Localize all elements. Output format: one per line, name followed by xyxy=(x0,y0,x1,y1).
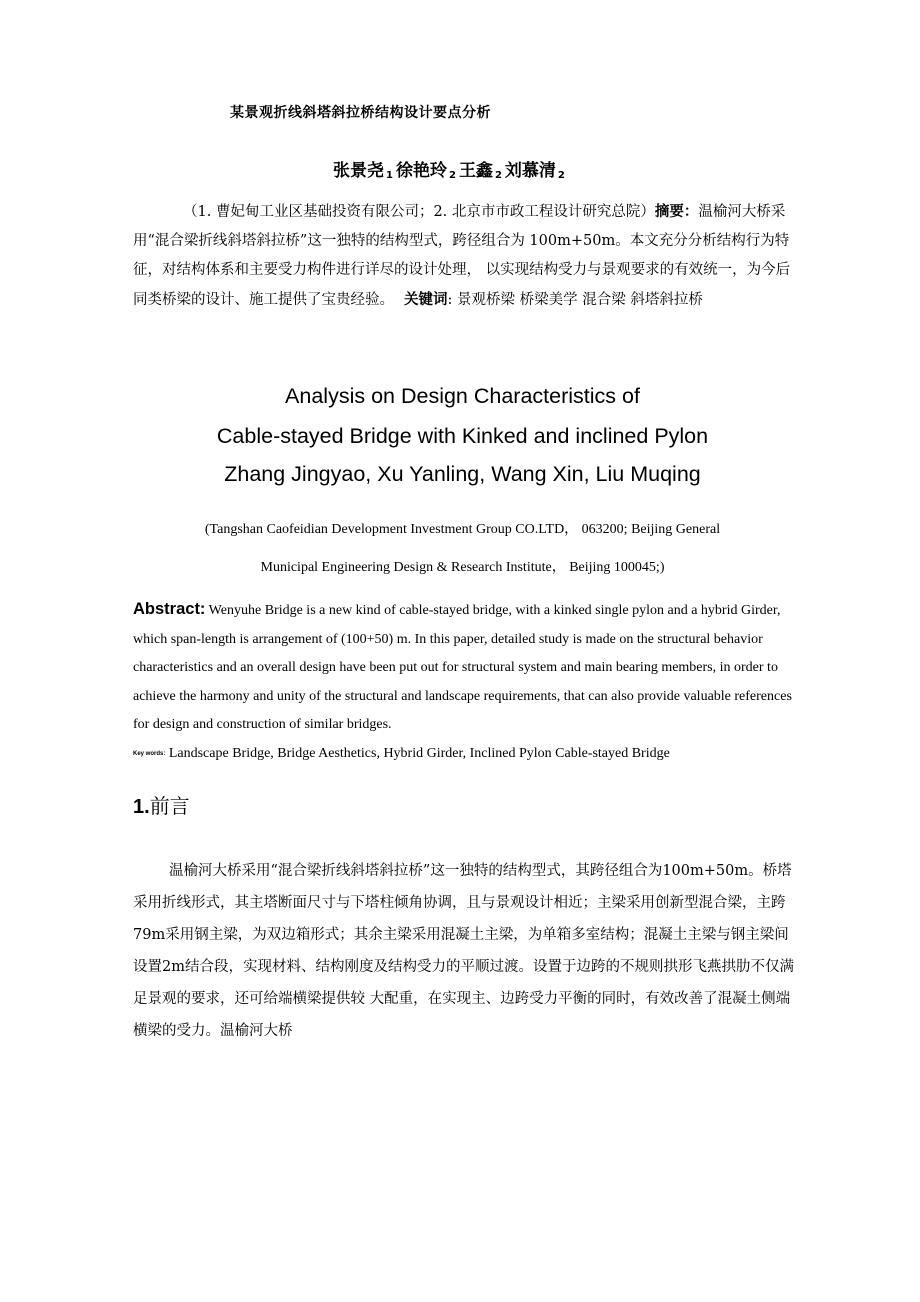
section-title: 前言 xyxy=(149,794,190,818)
author-affil-index: 1 xyxy=(386,170,393,181)
author-affil-index: 2 xyxy=(557,170,565,181)
abstract-cn-text: 温榆河大桥采用“混合梁折线斜塔斜拉桥”这一独特的结构型式，跨径组合为 100m+50m。本文充分分析结构行为特征，对结构体系和主要受力构件进行详尽的设计处理， 以实现结构受力与景观要求的有效统一，为今后同类桥梁的设计、施工提供了宝贵经验。 xyxy=(133,204,791,308)
abstract-en-text: Wenyuhe Bridge is a new kind of cable-stayed bridge, with a kinked single pylon and a hybrid Girder, which span-length is arrangement of (100+50) m. In this paper, detailed study is made on the structural behavior characteristics and an overall design have been put out for structural system and main bearing members, in order to achieve the harmony and unity of the structural and landscape requirements, that can also provide valuable references for design and construction of similar bridges. xyxy=(133,603,792,732)
keywords-cn-text: : 景观桥梁 桥梁美学 混合梁 斜塔斜拉桥 xyxy=(447,292,703,308)
keywords-en-label: Key words: xyxy=(133,750,166,757)
author-affil-index: 2 xyxy=(448,170,456,181)
author-affil-index: 2 xyxy=(494,170,502,181)
title-cn: 某景观折线斜塔斜拉桥结构设计要点分析 xyxy=(230,105,491,121)
section-number: 1. xyxy=(133,796,150,818)
title-en-line2: Cable-stayed Bridge with Kinked and inclined Pylon xyxy=(216,424,709,448)
section-heading xyxy=(133,790,190,819)
affiliation-cn: （1. 曹妃甸工业区基础投资有限公司；2. 北京市市政工程设计研究总院） xyxy=(183,204,655,220)
abstract-en-label: Abstract: xyxy=(133,600,206,618)
abstract-cn-block xyxy=(133,197,795,315)
section-body xyxy=(133,855,795,1047)
affiliation-en-line2: Municipal Engineering Design & Research Institute， Beijing 100045;) xyxy=(260,560,665,575)
author-name: 张景尧 xyxy=(333,161,384,181)
keywords-en-text: Landscape Bridge, Bridge Aesthetics, Hybrid Girder, Inclined Pylon Cable-stayed Bridge xyxy=(165,745,670,761)
keywords-cn-label: 关键词 xyxy=(404,291,448,308)
affiliation-en-line1: (Tangshan Caofeidian Development Investment Group CO.LTD， 063200; Beijing General xyxy=(204,522,721,537)
abstract-cn-label: 摘要： xyxy=(654,203,699,220)
author-name: 徐艳玲 xyxy=(395,161,447,181)
author-name: 刘慕清 xyxy=(504,161,556,181)
section-body-text: 温榆河大桥采用“混合梁折线斜塔斜拉桥”这一独特的结构型式，其跨径组合为100m+50m。桥塔采用折线形式，其主塔断面尺寸与下塔柱倾角协调，且与景观设计相近；主梁采用创新型混合梁，主跨79m采用钢主梁，为双边箱形式；其余主梁采用混凝土主梁，为单箱多室结构；混凝土主梁与钢主梁间设置2m结合段，实现材料、结构刚度及结构受力的平顺过渡。设置于边跨的不规则拱形飞燕拱肋不仅满足景观的要求，还可给端横梁提供较 大配重，在实现主、边跨受力平衡的同时，有效改善了混凝土侧端横梁的受力。温榆河大桥 xyxy=(133,863,794,1039)
title-en-line1: Analysis on Design Characteristics of xyxy=(285,384,640,408)
abstract-en-block xyxy=(133,595,798,768)
authors-en: Zhang Jingyao, Xu Yanling, Wang Xin, Liu Muqing xyxy=(224,462,701,486)
authors-cn xyxy=(333,156,568,181)
author-name: 王鑫 xyxy=(458,161,493,181)
